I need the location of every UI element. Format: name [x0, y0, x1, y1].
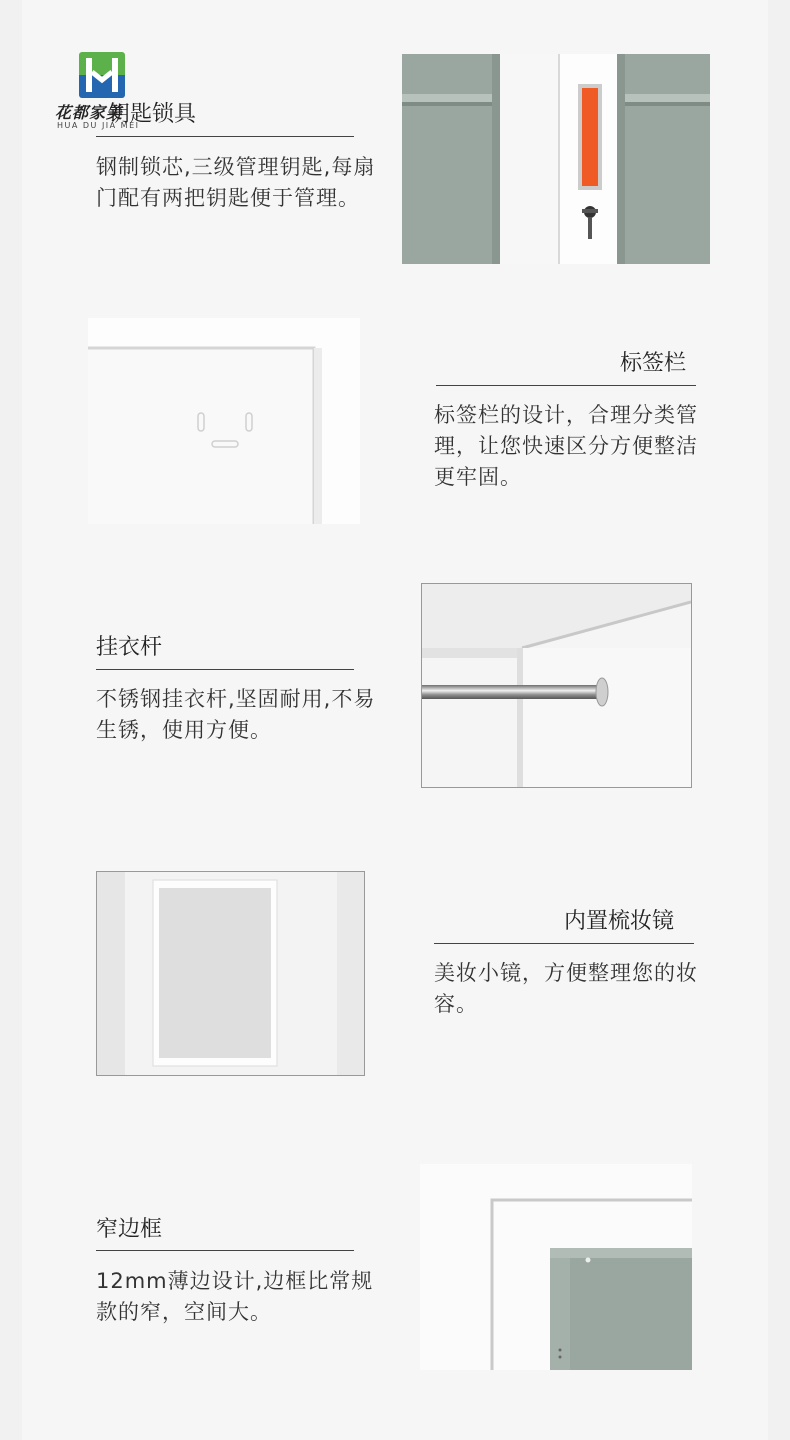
narrow-frame-photo [420, 1164, 692, 1370]
section-title-label: 标签栏 [620, 351, 687, 376]
section-divider [96, 1250, 354, 1251]
section-desc-label: 标签栏的设计，合理分类管理，让您快速区分方便整洁更牢固。 [434, 403, 698, 489]
section-divider [436, 385, 696, 386]
brand-logo-icon [79, 52, 125, 98]
mirror-photo [96, 871, 365, 1076]
section-title-frame: 窄边框 [96, 1217, 163, 1242]
section-divider [96, 136, 354, 137]
lock-photo [402, 54, 710, 264]
brand-name: 花都家美 [55, 103, 124, 122]
section-desc-frame: 12mm薄边设计,边框比常规款的窄，空间大。 [96, 1269, 374, 1324]
hanging-rod-photo [421, 583, 692, 788]
section-divider [434, 943, 694, 944]
section-title-lock: 钥匙锁具 [108, 102, 197, 127]
section-title-rod: 挂衣杆 [96, 635, 163, 660]
section-divider [96, 669, 354, 670]
brand-pinyin: HUA DU JIA MEI [57, 121, 140, 130]
label-slot-photo [88, 318, 360, 524]
section-title-mirror: 内置梳妆镜 [564, 909, 675, 934]
section-desc-rod: 不锈钢挂衣杆,坚固耐用,不易生锈，使用方便。 [96, 687, 376, 742]
section-desc-mirror: 美妆小镜，方便整理您的妆容。 [434, 961, 698, 1016]
section-desc-lock: 钢制锁芯,三级管理钥匙,每扇门配有两把钥匙便于管理。 [96, 155, 376, 210]
